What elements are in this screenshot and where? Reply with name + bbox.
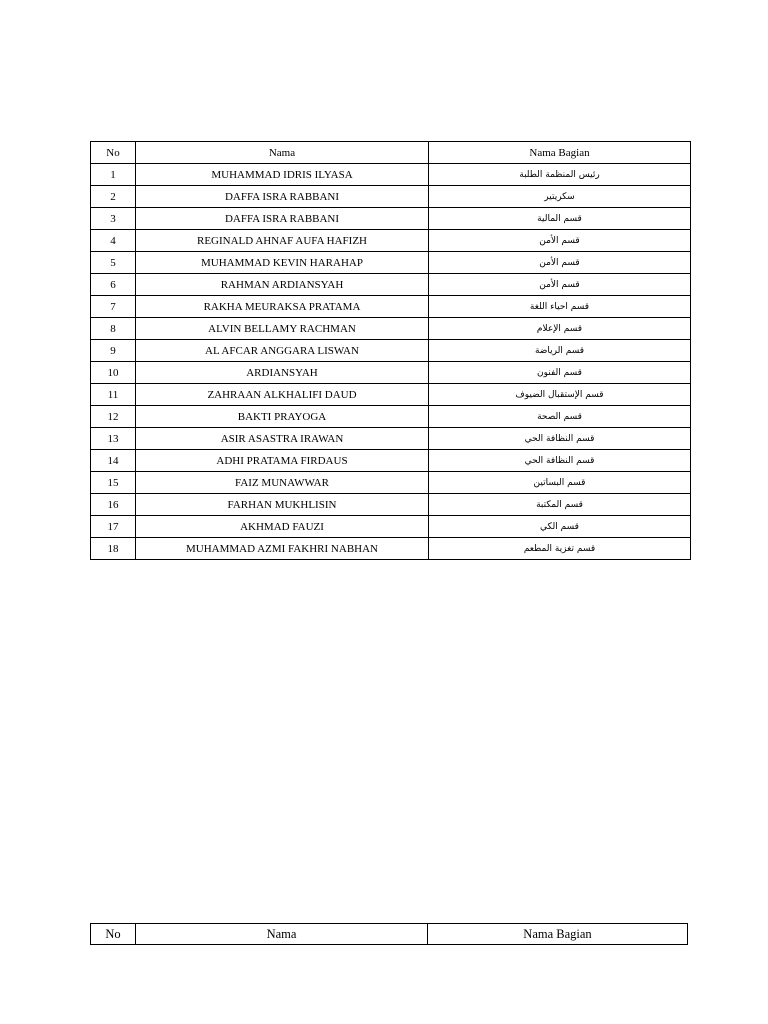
cell-nama: AKHMAD FAUZI xyxy=(136,516,429,538)
cell-nama-bagian: قسم الأمن xyxy=(429,230,691,252)
table-row xyxy=(91,450,691,472)
table-row xyxy=(91,406,691,428)
table-row xyxy=(91,208,691,230)
cell-no: 5 xyxy=(91,252,136,274)
header-nama: Nama xyxy=(136,924,428,945)
cell-nama-bagian: قسم الكي xyxy=(429,516,691,538)
cell-no: 3 xyxy=(91,208,136,230)
table-row xyxy=(91,494,691,516)
cell-nama-bagian: قسم النظافة الحي xyxy=(429,428,691,450)
cell-nama-bagian: قسم النظافة الحي xyxy=(429,450,691,472)
table-row xyxy=(91,164,691,186)
cell-nama: AL AFCAR ANGGARA LISWAN xyxy=(136,340,429,362)
cell-no: 15 xyxy=(91,472,136,494)
members-table xyxy=(90,141,691,560)
cell-nama-bagian: قسم تغزية المطعم xyxy=(429,538,691,560)
cell-nama: MUHAMMAD IDRIS ILYASA xyxy=(136,164,429,186)
cell-nama: RAHMAN ARDIANSYAH xyxy=(136,274,429,296)
table-row xyxy=(91,252,691,274)
table-row xyxy=(91,340,691,362)
table-header-row xyxy=(91,924,688,945)
table-row xyxy=(91,472,691,494)
table-row xyxy=(91,516,691,538)
cell-nama: ALVIN BELLAMY RACHMAN xyxy=(136,318,429,340)
cell-nama: RAKHA MEURAKSA PRATAMA xyxy=(136,296,429,318)
table-body xyxy=(91,164,691,560)
cell-no: 17 xyxy=(91,516,136,538)
cell-nama: ARDIANSYAH xyxy=(136,362,429,384)
cell-nama-bagian: قسم الأمن xyxy=(429,252,691,274)
cell-nama: ADHI PRATAMA FIRDAUS xyxy=(136,450,429,472)
cell-nama: BAKTI PRAYOGA xyxy=(136,406,429,428)
cell-nama-bagian: رئيس المنظمة الطلبة xyxy=(429,164,691,186)
cell-no: 14 xyxy=(91,450,136,472)
cell-nama-bagian: قسم الإعلام xyxy=(429,318,691,340)
table-row xyxy=(91,186,691,208)
header-nama: Nama xyxy=(136,142,429,164)
cell-no: 11 xyxy=(91,384,136,406)
table-row xyxy=(91,362,691,384)
cell-no: 1 xyxy=(91,164,136,186)
cell-nama: MUHAMMAD AZMI FAKHRI NABHAN xyxy=(136,538,429,560)
table-row xyxy=(91,318,691,340)
cell-nama-bagian: قسم احياء اللغة xyxy=(429,296,691,318)
cell-nama: DAFFA ISRA RABBANI xyxy=(136,208,429,230)
cell-no: 4 xyxy=(91,230,136,252)
table-header-row xyxy=(91,142,691,164)
table-row xyxy=(91,384,691,406)
second-table xyxy=(90,923,688,945)
cell-nama-bagian: قسم الرياضة xyxy=(429,340,691,362)
header-nama-bagian: Nama Bagian xyxy=(429,142,691,164)
cell-nama: REGINALD AHNAF AUFA HAFIZH xyxy=(136,230,429,252)
header-nama-bagian: Nama Bagian xyxy=(428,924,688,945)
table-row xyxy=(91,274,691,296)
cell-no: 10 xyxy=(91,362,136,384)
table-row xyxy=(91,428,691,450)
cell-nama: FARHAN MUKHLISIN xyxy=(136,494,429,516)
cell-no: 13 xyxy=(91,428,136,450)
cell-nama-bagian: قسم المالية xyxy=(429,208,691,230)
table-row xyxy=(91,538,691,560)
cell-nama-bagian: قسم الإستقبال الضيوف xyxy=(429,384,691,406)
cell-nama-bagian: قسم المكتبة xyxy=(429,494,691,516)
cell-nama: MUHAMMAD KEVIN HARAHAP xyxy=(136,252,429,274)
cell-no: 16 xyxy=(91,494,136,516)
cell-no: 6 xyxy=(91,274,136,296)
cell-nama-bagian: قسم البساتين xyxy=(429,472,691,494)
cell-nama: DAFFA ISRA RABBANI xyxy=(136,186,429,208)
cell-nama: ZAHRAAN ALKHALIFI DAUD xyxy=(136,384,429,406)
cell-nama-bagian: قسم الفنون xyxy=(429,362,691,384)
cell-no: 7 xyxy=(91,296,136,318)
table-row xyxy=(91,230,691,252)
cell-no: 8 xyxy=(91,318,136,340)
cell-nama-bagian: سكريتير xyxy=(429,186,691,208)
table-row xyxy=(91,296,691,318)
cell-nama-bagian: قسم الأمن xyxy=(429,274,691,296)
cell-nama-bagian: قسم الصحة xyxy=(429,406,691,428)
cell-no: 2 xyxy=(91,186,136,208)
header-no: No xyxy=(91,142,136,164)
cell-nama: ASIR ASASTRA IRAWAN xyxy=(136,428,429,450)
cell-no: 9 xyxy=(91,340,136,362)
cell-nama: FAIZ MUNAWWAR xyxy=(136,472,429,494)
cell-no: 18 xyxy=(91,538,136,560)
header-no: No xyxy=(91,924,136,945)
cell-no: 12 xyxy=(91,406,136,428)
